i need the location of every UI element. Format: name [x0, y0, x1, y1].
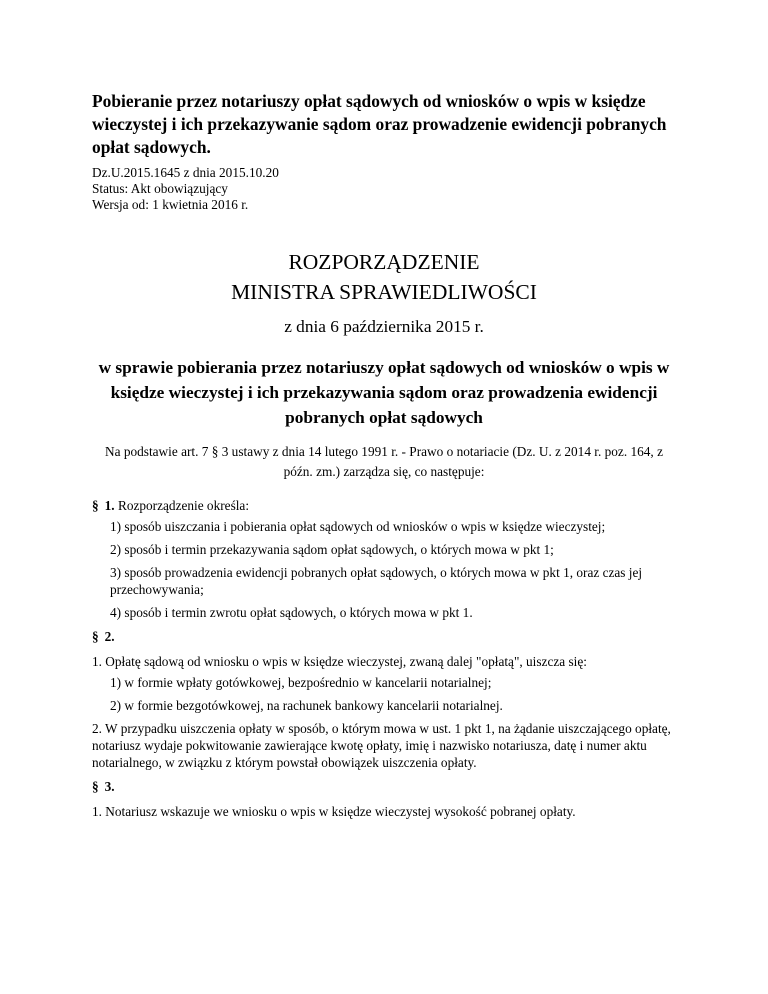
list-item: 2) w formie bezgotówkowej, na rachunek bankowy kancelarii notarialnej.	[110, 698, 503, 713]
section-3-paragraph-1: 1. Notariusz wskazuje we wniosku o wpis w księdze wieczystej wysokość pobranej opłaty.	[92, 804, 576, 819]
document-title: Pobieranie przez notariuszy opłat sądowych od wniosków o wpis w księdze wieczystej i ich przekazywanie sądom oraz prowadzenie ewidencji pobranych opłat sądowych.	[92, 91, 667, 157]
section-2-paragraph-2: 2. W przypadku uiszczenia opłaty w sposób, o którym mowa w ust. 1 pkt 1, na żądanie uiszczającego opłatę, notariusz wydaje pokwitowanie zawierające kwotę opłaty, imię i nazwisko notariusza, datę i numer aktu notarialnego, w związku z którym powstał obowiązek uiszczenia opłaty.	[92, 721, 671, 770]
list-item: 4) sposób i termin zwrotu opłat sądowych, o których mowa w pkt 1.	[110, 605, 473, 620]
legal-basis: Na podstawie art. 7 § 3 ustawy z dnia 14 lutego 1991 r. - Prawo o notariacie (Dz. U. z 2014 r. poz. 164, z późn. zm.) zarządza się, co następuje:	[105, 444, 663, 479]
section-symbol: §	[92, 498, 99, 513]
section-number: 2.	[104, 629, 115, 644]
section-symbol: §	[92, 629, 99, 644]
section-3-heading	[92, 779, 676, 795]
act-type-line-1: ROZPORZĄDZENIE	[288, 250, 480, 274]
document-metadata	[92, 165, 676, 213]
list-item: 1) sposób uiszczania i pobierania opłat sądowych od wniosków o wpis w księdze wieczystej;	[110, 519, 606, 534]
act-type-heading	[92, 247, 676, 307]
list-item: 3) sposób prowadzenia ewidencji pobranych opłat sądowych, o których mowa w pkt 1, oraz czas jej przechowywania;	[110, 565, 643, 597]
section-2-paragraph-1: 1. Opłatę sądową od wniosku o wpis w księdze wieczystej, zwaną dalej "opłatą", uiszcza się:	[92, 654, 587, 669]
act-subject: w sprawie pobierania przez notariuszy opłat sądowych od wniosków o wpis w księdze wieczystej i ich przekazywania sądom oraz prowadzenia ewidencji pobranych opłat sądowych	[98, 358, 670, 427]
section-1-intro: Rozporządzenie określa:	[117, 498, 250, 513]
version-line: Wersja od: 1 kwietnia 2016 r.	[92, 197, 249, 212]
act-date: z dnia 6 października 2015 r.	[284, 317, 484, 336]
section-symbol: §	[92, 779, 99, 794]
status-line: Status: Akt obowiązujący	[92, 181, 228, 196]
section-1-list	[92, 518, 676, 621]
section-number: 1.	[104, 498, 115, 513]
act-type-line-2: MINISTRA SPRAWIEDLIWOŚCI	[231, 280, 537, 304]
section-1-heading	[92, 498, 676, 514]
publication-source: Dz.U.2015.1645 z dnia 2015.10.20	[92, 165, 279, 180]
section-2-list	[92, 674, 676, 714]
list-item: 1) w formie wpłaty gotówkowej, bezpośrednio w kancelarii notarialnej;	[110, 675, 492, 690]
section-number: 3.	[104, 779, 115, 794]
section-2-heading	[92, 629, 676, 645]
list-item: 2) sposób i termin przekazywania sądom opłat sądowych, o których mowa w pkt 1;	[110, 542, 554, 557]
